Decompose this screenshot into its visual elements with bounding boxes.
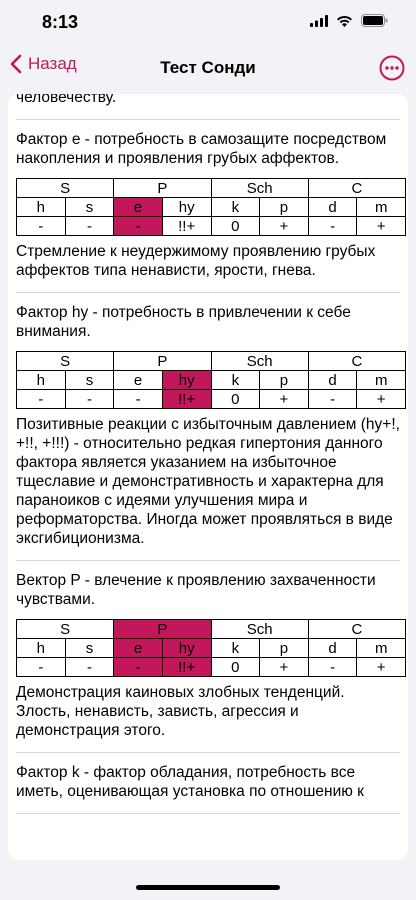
table-cell-factor: m — [357, 371, 406, 390]
table-row-factors — [17, 371, 406, 390]
table-cell-factor: e — [114, 371, 163, 390]
table-cell-value: 0 — [211, 658, 260, 677]
table-cell-value: 0 — [211, 217, 260, 236]
table-cell-factor: m — [357, 639, 406, 658]
table-cell-factor: s — [65, 639, 114, 658]
table-cell-value: - — [114, 217, 163, 236]
szondi-table — [16, 619, 406, 677]
szondi-table — [16, 178, 406, 236]
back-button-label: Назад — [28, 54, 77, 73]
table-cell-factor: e — [114, 639, 163, 658]
table-cell-factor: h — [17, 371, 66, 390]
table-cell-value: + — [260, 390, 309, 409]
table-cell-group: S — [17, 620, 114, 639]
table-cell-value: - — [17, 217, 66, 236]
item-description: Позитивные реакции с избыточным давлением (hy+!, +!!, +!!!) - относительно редкая гипертония данного фактора является указанием на избыточное тщеславие и демонстративность и характерна для параноиков с идеями улучшения мира и реформаторства. Иногда может проявляться в виде эксгибиционизма. — [16, 416, 400, 547]
table-cell-value: !!+ — [162, 217, 211, 236]
table-cell-group: P — [114, 179, 211, 198]
table-cell-group: C — [308, 179, 405, 198]
list-item[interactable] — [16, 293, 400, 561]
table-cell-value: - — [65, 217, 114, 236]
table-cell-value: - — [17, 658, 66, 677]
table-row-values — [17, 217, 406, 236]
table-row-factors — [17, 639, 406, 658]
table-cell-factor: hy — [162, 371, 211, 390]
szondi-table — [16, 351, 406, 409]
content-card — [8, 94, 408, 860]
navigation-bar — [0, 46, 416, 90]
ellipsis-circle-icon[interactable] — [378, 54, 406, 82]
table-row-factors — [17, 198, 406, 217]
table-cell-factor: e — [114, 198, 163, 217]
table-cell-factor: k — [211, 639, 260, 658]
status-bar — [0, 0, 416, 46]
table-cell-factor: p — [260, 371, 309, 390]
table-cell-factor: m — [357, 198, 406, 217]
table-cell-factor: s — [65, 198, 114, 217]
content-list[interactable] — [8, 94, 408, 814]
table-cell-value: !!+ — [162, 658, 211, 677]
table-cell-group: P — [114, 352, 211, 371]
item-description: Демонстрация каиновых злобных тенденций. Злость, ненависть, зависть, агрессия и демонстрация этого. — [16, 684, 345, 739]
table-row-groups — [17, 352, 406, 371]
table-cell-factor: d — [308, 198, 357, 217]
table-cell-value: - — [114, 658, 163, 677]
table-cell-factor: k — [211, 371, 260, 390]
table-cell-value: - — [308, 390, 357, 409]
list-item[interactable] — [16, 120, 400, 293]
item-text: Фактор hy - потребность в привлечении к себе внимания. — [16, 304, 351, 340]
table-cell-factor: hy — [162, 198, 211, 217]
table-cell-factor: h — [17, 639, 66, 658]
table-row-groups — [17, 620, 406, 639]
table-cell-factor: p — [260, 198, 309, 217]
table-cell-value: - — [65, 390, 114, 409]
table-cell-factor: d — [308, 371, 357, 390]
list-item[interactable] — [16, 561, 400, 753]
table-cell-factor: s — [65, 371, 114, 390]
table-cell-value: - — [308, 217, 357, 236]
status-icons — [310, 14, 388, 27]
table-cell-group: Sch — [211, 179, 308, 198]
table-row-groups — [17, 179, 406, 198]
table-cell-group: C — [308, 352, 405, 371]
wifi-icon — [336, 15, 353, 27]
table-cell-value: + — [260, 217, 309, 236]
table-cell-factor: h — [17, 198, 66, 217]
status-time: 8:13 — [42, 12, 79, 32]
table-cell-value: + — [260, 658, 309, 677]
table-cell-value: + — [357, 217, 406, 236]
signal-icon — [310, 15, 328, 27]
page-title: Тест Сонди — [160, 58, 256, 77]
table-cell-value: - — [17, 390, 66, 409]
item-text: Вектор P - влечение к проявлению захваченности чувствами. — [16, 572, 376, 608]
table-cell-group: S — [17, 179, 114, 198]
battery-icon — [361, 14, 388, 27]
item-text: человечеству. — [16, 94, 117, 106]
table-row-values — [17, 390, 406, 409]
table-cell-value: + — [357, 390, 406, 409]
table-cell-value: !!+ — [162, 390, 211, 409]
table-cell-group: P — [114, 620, 211, 639]
table-cell-group: C — [308, 620, 405, 639]
table-cell-value: 0 — [211, 390, 260, 409]
table-cell-value: - — [114, 390, 163, 409]
table-cell-value: - — [65, 658, 114, 677]
table-cell-factor: p — [260, 639, 309, 658]
list-item[interactable] — [16, 753, 400, 814]
table-cell-factor: k — [211, 198, 260, 217]
table-cell-group: S — [17, 352, 114, 371]
table-cell-group: Sch — [211, 352, 308, 371]
list-item[interactable] — [16, 94, 400, 120]
item-description: Стремление к неудержимому проявлению грубых аффектов типа ненависти, ярости, гнева. — [16, 243, 376, 279]
home-indicator[interactable] — [136, 885, 280, 890]
table-cell-value: + — [357, 658, 406, 677]
item-text: Фактор k - фактор обладания, потребность все иметь, оценивающая установка по отношению к — [16, 764, 364, 800]
item-text: Фактор e - потребность в самозащите посредством накопления и проявления грубых аффектов. — [16, 131, 387, 167]
table-row-values — [17, 658, 406, 677]
table-cell-factor: hy — [162, 639, 211, 658]
table-cell-factor: d — [308, 639, 357, 658]
table-cell-value: - — [308, 658, 357, 677]
table-cell-group: Sch — [211, 620, 308, 639]
